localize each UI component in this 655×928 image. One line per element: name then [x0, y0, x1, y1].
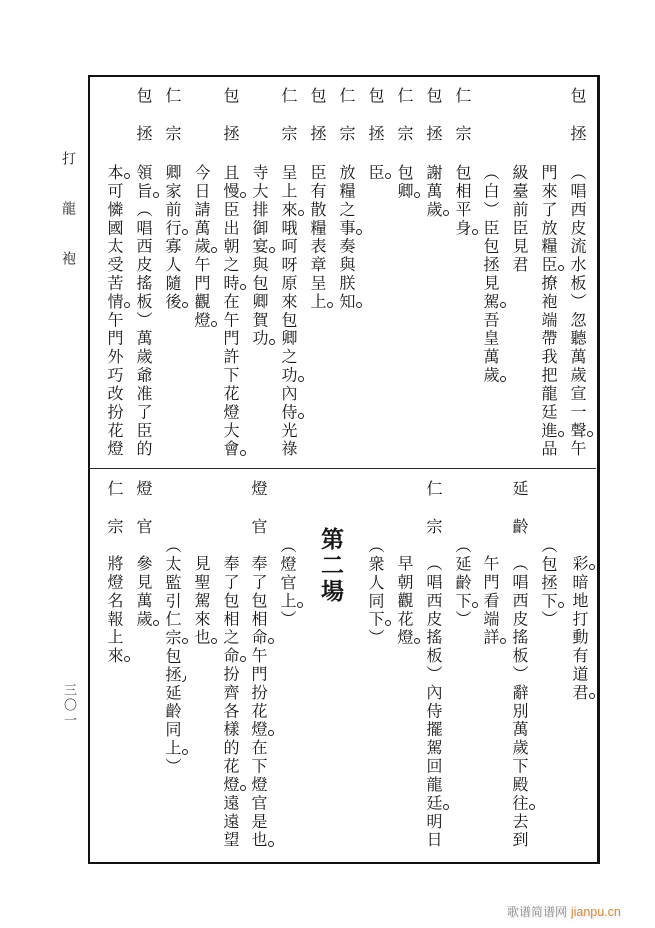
dialogue-line: 將燈名報上來	[105, 555, 124, 666]
speaker-label: 包拯	[366, 87, 385, 163]
speaker-label: 仁宗	[395, 87, 414, 163]
running-title: 打龍袍	[60, 151, 76, 301]
speaker-label: 仁宗	[424, 480, 443, 556]
dialogue-line: 級臺前臣見君	[510, 164, 529, 275]
dialogue-line: 領旨（唱西皮搖板）萬歲爺准了臣的	[134, 164, 153, 459]
dialogue-line: 包卿	[395, 164, 414, 201]
dialogue-line: 早朝觀花燈	[395, 555, 414, 648]
dialogue-line: 寺大排御宴與包卿賀功	[250, 164, 269, 349]
stage-direction: （延齡下）	[453, 537, 472, 630]
speaker-label: 仁宗	[279, 87, 298, 163]
dialogue-line: （白）臣包拯見駕吾皇萬歲	[481, 164, 500, 385]
dialogue-line: 放糧之事奏與朕知	[337, 164, 356, 312]
speaker-label: 包拯	[424, 87, 443, 163]
dialogue-line: （唱西皮搖板）內侍擺駕回龍廷明日	[424, 555, 443, 850]
speaker-label: 仁宗	[163, 87, 182, 163]
speaker-label: 延齡	[510, 480, 529, 556]
stage-direction: （太監引仁宗包拯延齡同上）	[163, 537, 182, 777]
dialogue-line: 謝萬歲	[424, 164, 443, 220]
dialogue-line: 奉了包相之命扮齊各樣的花燈遠遠望	[221, 555, 240, 850]
dialogue-line: 奉了包相命午門扮花燈在下燈官是也	[249, 555, 268, 850]
stage-direction: （燈官上）	[278, 537, 297, 630]
speaker-label: 包拯	[221, 87, 240, 163]
speaker-label: 包拯	[308, 87, 327, 163]
stage-direction: （包拯下）	[539, 537, 558, 630]
dialogue-line: （唱西皮搖板）辭別萬歲下殿往去到	[510, 555, 529, 850]
speaker-label: 包拯	[134, 87, 153, 163]
dialogue-line: 今日請萬歲午門觀燈	[192, 164, 211, 330]
speaker-label: 仁宗	[337, 87, 356, 163]
dialogue-line: 呈上來哦呵呀原來包卿之功內侍光祿	[279, 164, 298, 459]
dialogue-line: 臣	[366, 164, 385, 183]
speaker-label: 仁宗	[105, 480, 124, 556]
dialogue-line: 本可憐國太受苦情午門外巧改扮花燈	[105, 164, 124, 459]
watermark-site-name: 歌谱简谱网	[507, 905, 568, 919]
dialogue-line: 午門看端詳	[481, 555, 500, 648]
speaker-label: 仁宗	[453, 87, 472, 163]
dialogue-line: （唱西皮流水板）忽聽萬歲宣一聲午	[568, 164, 587, 459]
dialogue-line: 卿家前行寡人隨後	[163, 164, 182, 312]
scene-heading: 第二場	[317, 527, 344, 605]
continuation-line: 彩暗地打動有道君	[570, 555, 589, 703]
speaker-label: 包拯	[568, 87, 587, 163]
section-divider	[90, 468, 596, 469]
speaker-label: 燈官	[249, 480, 268, 556]
dialogue-line: 參見萬歲	[134, 555, 153, 629]
watermark-url: jianpu.cn	[570, 905, 621, 919]
stage-direction: （衆人同下）	[366, 537, 385, 648]
page-number: 三〇一	[61, 683, 76, 728]
watermark	[507, 904, 621, 920]
dialogue-line: 見聖駕來也	[192, 555, 211, 648]
dialogue-line: 包相平身	[453, 164, 472, 238]
dialogue-line: 臣有散糧表章呈上	[308, 164, 327, 312]
dialogue-line: 門來了放糧臣撩袍端帶我把龍廷進品	[539, 164, 558, 459]
dialogue-line: 且慢臣出朝之時在午門許下花燈大會	[221, 164, 240, 459]
speaker-label: 燈官	[134, 480, 153, 556]
